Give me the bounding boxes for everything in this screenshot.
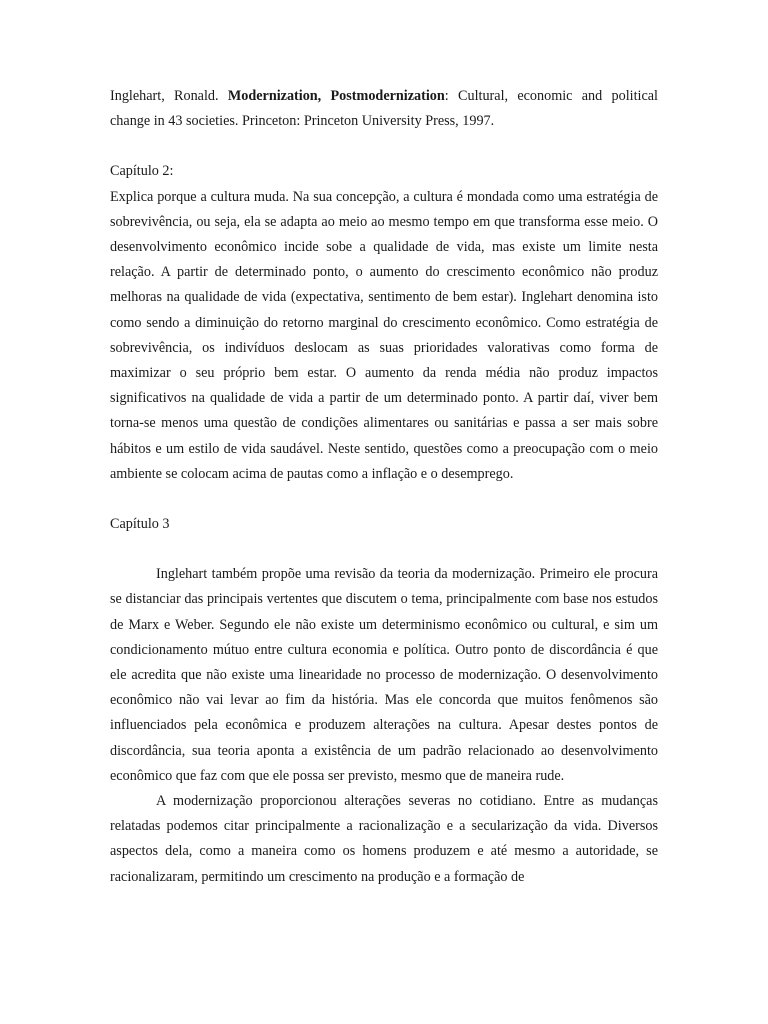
chapter-2-body: Explica porque a cultura muda. Na sua concepção, a cultura é mondada como uma estratégia de sobrevivência, ou seja, ela se adapta ao meio ao mesmo tempo em que transforma esse meio. O desenvolvimento econômico incide sobe a qualidade de vida, mas existe um limite nesta relação. A partir de determinado ponto, o aumento do crescimento econômico não produz melhoras na qualidade de vida (expectativa, sentimento de bem estar). Inglehart denomina isto como sendo a diminuição do retorno marginal do crescimento econômico. Como estratégia de sobrevivência, os indivíduos deslocam as suas prioridades valorativas como forma de maximizar o seu próprio bem estar. O aumento da renda média não produz impactos significativos na qualidade de vida a partir de um determinado ponto. A partir daí, viver bem torna-se menos uma questão de condições alimentares ou sanitárias e passa a ser mais sobre hábitos e um estilo de vida saudável. Neste sentido, questões como a preocupação com o meio ambiente se colocam acima de pautas como a inflação e o desemprego. bbox=[110, 188, 658, 482]
chapter-3-heading: Capítulo 3 bbox=[110, 516, 170, 533]
bibliographic-reference bbox=[110, 84, 658, 134]
document-page bbox=[110, 84, 658, 890]
reference-details: : Cultural, economic and political change in 43 societies. Princeton: Princeton University Press, 1997. bbox=[110, 88, 658, 130]
reference-author: Inglehart, Ronald. bbox=[110, 88, 219, 104]
chapter-2-heading: Capítulo 2: bbox=[110, 163, 174, 180]
reference-title: Modernization, Postmodernization bbox=[227, 88, 445, 104]
chapter-3-paragraph-1: Inglehart também propõe uma revisão da teoria da modernização. Primeiro ele procura se distanciar das principais vertentes que discutem o tema, principalmente com base nos estudos de Marx e Weber. Segundo ele não existe um determinismo econômico ou cultural, e sim um condicionamento mútuo entre cultura economia e política. Outro ponto de discordância é que ele acredita que não existe uma linearidade no processo de modernização. O desenvolvimento econômico não vai levar ao fim da história. Mas ele concorda que muitos fenômenos são influenciados pela econômica e produzem alterações na cultura. Apesar destes pontos de discordância, sua teoria aponta a existência de um padrão relacionado ao desenvolvimento econômico que faz com que ele possa ser previsto, mesmo que de maneira rude. bbox=[110, 566, 658, 784]
chapter-3-paragraph-2: A modernização proporcionou alterações severas no cotidiano. Entre as mudanças relatadas podemos citar principalmente a racionalização e a secularização da vida. Diversos aspectos dela, como a maneira como os homens produzem e até mesmo a autoridade, se racionalizaram, permitindo um crescimento na produção e a formação de bbox=[110, 793, 658, 885]
